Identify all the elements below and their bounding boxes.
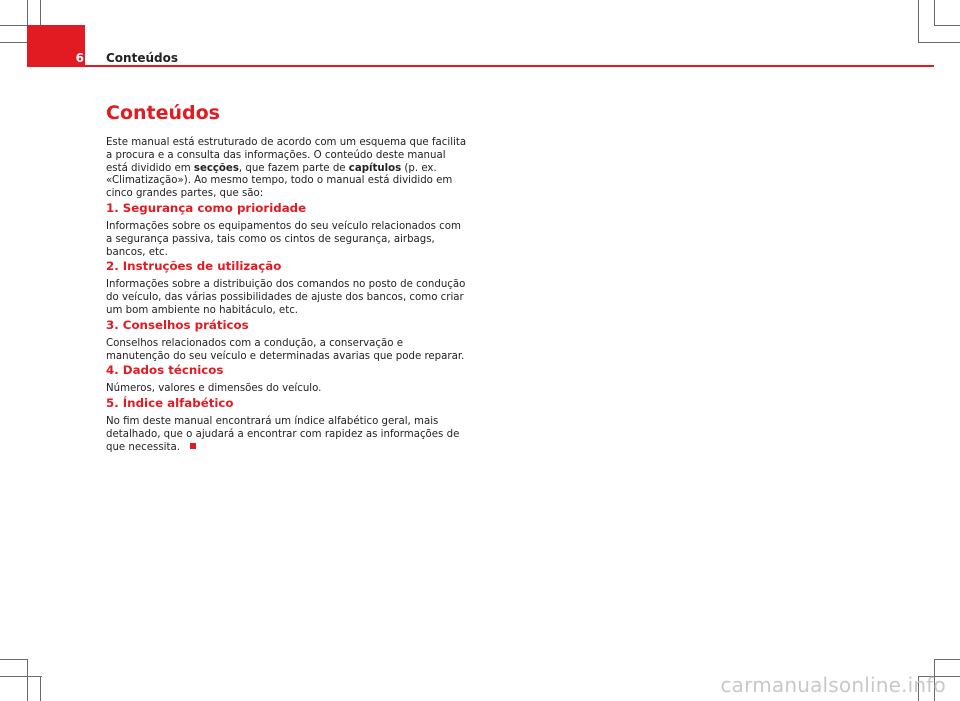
intro-text: Este manual está estruturado de acordo com um esquema que facilita a procura e a consulta das informações. O conteúdo deste manual está dividido em [106,137,467,174]
end-of-section-square-icon [190,443,196,449]
intro-text: , que fazem parte de [238,162,349,174]
section-heading: 1. Segurança como prioridade [106,200,307,215]
header-rule [85,65,934,67]
crop-mark [0,659,27,660]
crop-mark [27,659,28,701]
page-number: 6 [75,51,84,65]
crop-mark [40,676,41,701]
crop-mark [27,0,28,25]
section-body: Informações sobre os equipamentos do seu veículo relacionados com a segurança passiva, tais como os cintos de segurança, airbags, bancos, etc. [106,220,461,258]
crop-mark [0,25,27,26]
crop-mark [0,676,42,677]
crop-mark [934,659,960,660]
section-body: Números, valores e dimensões do veículo. [106,383,322,395]
crop-mark [934,0,935,25]
intro-text: (p. ex. «Climatização»). Ao mesmo tempo, todo o manual está dividido em cinco grandes partes, que são: [106,162,453,200]
section-body-text: No fim deste manual encontrará um índice alfabético geral, mais detalhado, que o ajudará a encontrar com rapidez as informações de que necessita. [106,416,460,453]
section-heading: 4. Dados técnicos [106,363,224,378]
section-body [106,416,468,454]
crop-mark [918,0,919,43]
section-heading: 5. Índice alfabético [106,396,234,411]
crop-mark [918,42,960,43]
content-column [106,137,468,455]
section-heading: 3. Conselhos práticos [106,317,249,332]
section-body: Conselhos relacionados com a condução, a conservação e manutenção do seu veículo e determinadas avarias que pode reparar. [106,337,465,362]
watermark: carmanualsonline.info [720,673,946,697]
crop-mark [934,25,960,26]
intro-bold-term: capítulos [348,162,402,174]
running-title: Conteúdos [106,51,178,65]
section-heading: 2. Instruções de utilização [106,259,282,274]
section-body: Informações sobre a distribuição dos comandos no posto de condução do veículo, das várias possibilidades de ajuste dos bancos, como criar um bom ambiente no habitáculo, etc. [106,279,466,316]
page-title: Conteúdos [106,102,220,124]
intro-paragraph [106,137,468,201]
intro-bold-term: secções [193,162,239,174]
